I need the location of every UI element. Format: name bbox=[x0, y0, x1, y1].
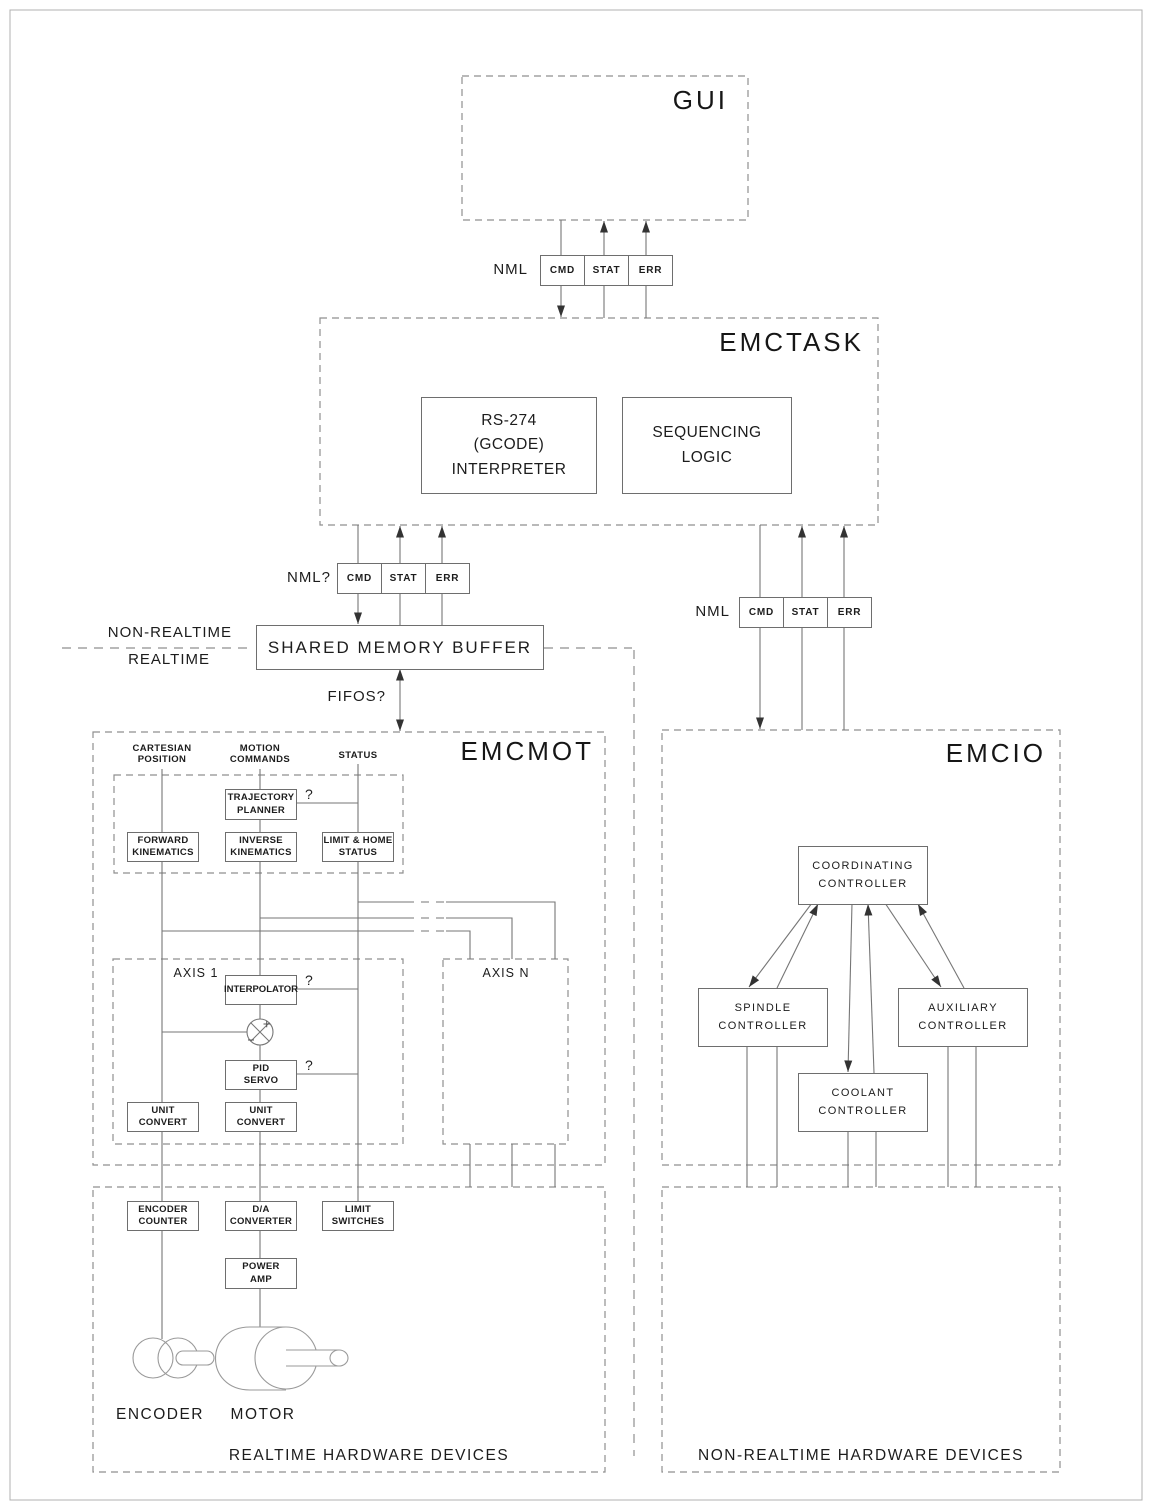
inverse-kinematics-line1: INVERSE bbox=[239, 834, 283, 846]
power-amp-line1: POWER bbox=[242, 1261, 280, 1273]
axis1-label: AXIS 1 bbox=[173, 966, 219, 980]
unit-convert-box-mid bbox=[225, 1102, 297, 1132]
boundary-realtime-label: REALTIME bbox=[128, 651, 210, 668]
forward-kinematics-box bbox=[127, 832, 199, 862]
unit-convert-mid-line1: UNIT bbox=[249, 1104, 273, 1116]
emcio-title: EMCIO bbox=[945, 738, 1046, 768]
nml-left-err: ERR bbox=[425, 563, 470, 594]
nml-left-stat: STAT bbox=[381, 563, 426, 594]
inverse-kinematics-box bbox=[225, 832, 297, 862]
auxiliary-line1: AUXILIARY bbox=[928, 1001, 998, 1014]
emctask-title: EMCTASK bbox=[719, 327, 864, 357]
nml-right-channels bbox=[739, 597, 872, 628]
nml-right-stat: STAT bbox=[783, 597, 828, 628]
question-mark-trajectory: ? bbox=[305, 786, 313, 802]
shared-memory-buffer: SHARED MEMORY BUFFER bbox=[256, 625, 544, 670]
question-mark-pid: ? bbox=[305, 1057, 313, 1073]
trajectory-planner-box bbox=[225, 789, 297, 820]
spindle-line2: CONTROLLER bbox=[718, 1019, 808, 1032]
da-converter-line2: CONVERTER bbox=[229, 1216, 293, 1227]
coordinating-line2: CONTROLLER bbox=[818, 877, 908, 890]
encoder-label: ENCODER bbox=[115, 1406, 204, 1423]
gcode-interpreter-line3: INTERPRETER bbox=[451, 460, 567, 478]
nml-top-cmd: CMD bbox=[540, 255, 585, 286]
motion-commands-header bbox=[210, 743, 310, 765]
forward-kinematics-line2: KINEMATICS bbox=[132, 847, 194, 858]
motion-header-line2: COMMANDS bbox=[229, 754, 291, 765]
nml-right-cmd: CMD bbox=[739, 597, 784, 628]
unit-convert-box-left bbox=[127, 1102, 199, 1132]
fifos-label: FIFOS? bbox=[327, 688, 386, 705]
coordinating-controller-box bbox=[798, 846, 928, 905]
encoder-counter-line1: ENCODER bbox=[138, 1203, 188, 1215]
status-header: STATUS bbox=[338, 750, 378, 761]
encoder-counter-line2: COUNTER bbox=[138, 1216, 188, 1227]
emcmot-title: EMCMOT bbox=[460, 736, 594, 766]
sequencing-logic-line1: SEQUENCING bbox=[652, 424, 762, 442]
encoder-drawing bbox=[133, 1338, 214, 1378]
trajectory-planner-line2: PLANNER bbox=[236, 804, 286, 816]
nml-left-channels bbox=[337, 563, 470, 594]
nml-right-err: ERR bbox=[827, 597, 872, 628]
gcode-interpreter-line1: RS-274 bbox=[481, 412, 537, 430]
coordinating-line1: COORDINATING bbox=[812, 859, 914, 872]
gcode-interpreter-box bbox=[421, 397, 597, 494]
nml-top-err: ERR bbox=[628, 255, 673, 286]
pid-servo-line1: PID bbox=[252, 1062, 270, 1074]
nml-top-label: NML bbox=[493, 261, 528, 278]
nml-right-label: NML bbox=[695, 603, 730, 620]
trajectory-planner-line1: TRAJECTORY bbox=[227, 792, 295, 804]
pid-servo-line2: SERVO bbox=[243, 1075, 279, 1086]
unit-convert-left-line1: UNIT bbox=[151, 1104, 175, 1116]
axis-n-box bbox=[443, 959, 568, 1144]
nml-left-label: NML? bbox=[286, 569, 331, 586]
nml-left-cmd: CMD bbox=[337, 563, 382, 594]
encoder-counter-box bbox=[127, 1201, 199, 1231]
axis-n-label: AXIS N bbox=[482, 966, 530, 980]
pid-servo-box bbox=[225, 1060, 297, 1090]
cartesian-header-line1: CARTESIAN bbox=[132, 743, 192, 754]
cartesian-position-header bbox=[112, 743, 212, 765]
forward-kinematics-line1: FORWARD bbox=[137, 834, 189, 846]
nml-top-channels bbox=[540, 255, 673, 286]
nonrealtime-hardware-box bbox=[662, 1187, 1060, 1472]
limit-switches-line2: SWITCHES bbox=[331, 1216, 385, 1227]
summing-junction bbox=[247, 1019, 273, 1045]
realtime-boundary-line bbox=[62, 648, 634, 1456]
auxiliary-line2: CONTROLLER bbox=[918, 1019, 1008, 1032]
limit-home-line1: LIMIT & HOME bbox=[323, 834, 393, 846]
axis-fanout-dashed-segments bbox=[406, 902, 446, 931]
interpolator-box: INTERPOLATOR bbox=[225, 975, 297, 1005]
power-amp-line2: AMP bbox=[249, 1273, 272, 1285]
motor-drawing bbox=[216, 1327, 349, 1390]
nonrealtime-hardware-caption: NON-REALTIME HARDWARE DEVICES bbox=[698, 1447, 1024, 1464]
gui-title: GUI bbox=[672, 85, 728, 115]
boundary-nonrealtime-label: NON-REALTIME bbox=[107, 624, 232, 641]
gcode-interpreter-line2: (GCODE) bbox=[473, 436, 545, 454]
limit-home-status-box bbox=[322, 832, 394, 862]
connector-lines bbox=[162, 220, 976, 1339]
unit-convert-left-line2: CONVERT bbox=[138, 1117, 188, 1128]
inverse-kinematics-line2: KINEMATICS bbox=[230, 847, 292, 858]
nml-top-stat: STAT bbox=[584, 255, 629, 286]
coolant-line2: CONTROLLER bbox=[818, 1104, 908, 1117]
spindle-line1: SPINDLE bbox=[734, 1001, 792, 1014]
coolant-controller-box bbox=[798, 1073, 928, 1132]
unit-convert-mid-line2: CONVERT bbox=[236, 1117, 286, 1128]
auxiliary-controller-box bbox=[898, 988, 1028, 1047]
emcmot-box bbox=[93, 732, 605, 1165]
sequencing-logic-line2: LOGIC bbox=[681, 448, 733, 466]
cartesian-header-line2: POSITION bbox=[137, 754, 187, 765]
spindle-controller-box bbox=[698, 988, 828, 1047]
realtime-hardware-caption: REALTIME HARDWARE DEVICES bbox=[228, 1447, 510, 1464]
limit-home-line2: STATUS bbox=[338, 847, 378, 858]
motion-header-line1: MOTION bbox=[239, 743, 281, 754]
limit-switches-line1: LIMIT bbox=[344, 1203, 372, 1215]
da-converter-line1: D/A bbox=[252, 1203, 270, 1215]
coolant-line1: COOLANT bbox=[831, 1086, 895, 1099]
power-amp-box bbox=[225, 1258, 297, 1289]
question-mark-interpolator: ? bbox=[305, 972, 313, 988]
da-converter-box bbox=[225, 1201, 297, 1231]
limit-switches-box bbox=[322, 1201, 394, 1231]
motor-label: MOTOR bbox=[230, 1406, 296, 1423]
sequencing-logic-box bbox=[622, 397, 792, 494]
